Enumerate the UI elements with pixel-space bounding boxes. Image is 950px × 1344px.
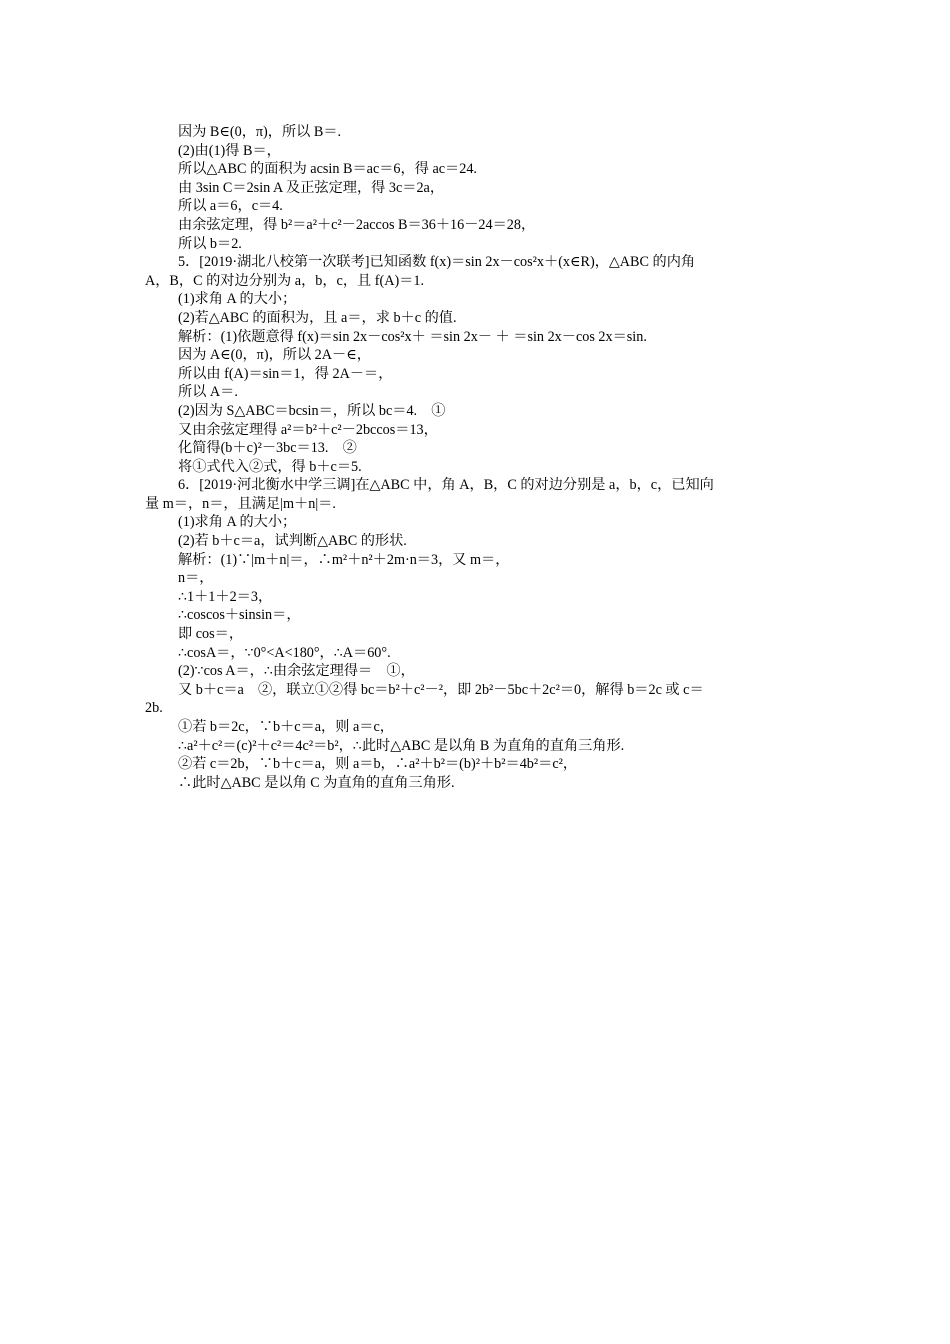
text-line: ∴此时△ABC 是以角 C 为直角的直角三角形. <box>178 774 455 791</box>
text-line: 由 3sin C＝2sin A 及正弦定理，得 3c＝2a， <box>178 179 445 196</box>
text-line: (1)求角 A 的大小； <box>178 514 297 531</box>
text-line: ②若 c＝2b，∵b＋c＝a，则 a＝b，∴a²＋b²＝(b)²＋b²＝4b²＝c²， <box>178 756 578 773</box>
text-line: (2)若 b＋c＝a，试判断△ABC 的形状. <box>178 533 407 550</box>
text-line: 所以 b＝2. <box>178 235 242 252</box>
text-line: 即 cos＝， <box>178 626 244 643</box>
text-line: 因为 A∈(0，π)，所以 2A－∈， <box>178 347 371 364</box>
text-line: 又 b＋c＝a ②，联立①②得 bc＝b²＋c²－²，即 2b²－5bc＋2c²＝0，解得 b＝2c 或 c＝ <box>178 681 704 698</box>
text-line: 所以由 f(A)＝sin＝1，得 2A－＝， <box>178 365 393 382</box>
problem-5-heading: 5．[2019·湖北八校第一次联考]已知函数 f(x)＝sin 2x－cos²x＋(x∈R)，△ABC 的内角 <box>178 254 696 271</box>
text-line: 化简得(b＋c)²－3bc＝13. ② <box>178 440 357 457</box>
text-line: 2b. <box>145 700 163 717</box>
text-line: A，B，C 的对边分别为 a，b，c，且 f(A)＝1. <box>145 272 424 289</box>
text-line: 所以 A＝. <box>178 384 238 401</box>
problem-6-heading: 6．[2019·河北衡水中学三调]在△ABC 中，角 A，B，C 的对边分别是 a，b，c，已知向 <box>178 477 714 494</box>
text-line: ∴coscos＋sinsin＝， <box>178 607 301 624</box>
text-line: 由余弦定理，得 b²＝a²＋c²－2accos B＝36＋16－24＝28， <box>178 216 536 233</box>
text-line: (2)由(1)得 B＝， <box>178 142 281 159</box>
text-line: (1)求角 A 的大小； <box>178 291 297 308</box>
text-line: 量 m＝，n＝，且满足|m＋n|＝. <box>145 495 336 512</box>
solution-text-block <box>145 123 807 792</box>
text-line: 因为 B∈(0，π)，所以 B＝. <box>178 124 342 140</box>
solution-label-line: 解析：(1)依题意得 f(x)＝sin 2x－cos²x＋ ＝sin 2x－ ＋ ＝sin 2x－cos 2x＝sin. <box>178 328 647 345</box>
text-line: 所以△ABC 的面积为 acsin B＝ac＝6，得 ac＝24. <box>178 161 477 178</box>
text-line: n＝， <box>178 570 214 587</box>
text-line: ∴1＋1＋2＝3， <box>178 588 273 605</box>
text-line: ①若 b＝2c，∵b＋c＝a，则 a＝c， <box>178 719 394 735</box>
text-line: (2)若△ABC 的面积为，且 a＝，求 b＋c 的值. <box>178 309 457 326</box>
text-line: 所以 a＝6，c＝4. <box>178 198 283 215</box>
text-line: (2)∵cos A＝，∴由余弦定理得＝ ①， <box>178 663 415 680</box>
text-line: ∴cosA＝，∵0°<A<180°，∴A＝60°. <box>178 644 391 661</box>
text-line: (2)因为 S△ABC＝bcsin＝，所以 bc＝4. ① <box>178 402 446 419</box>
solution-label-line: 解析：(1)∵|m＋n|＝，∴m²＋n²＋2m·n＝3，又 m＝， <box>178 551 510 568</box>
text-line: 将①式代入②式，得 b＋c＝5. <box>178 458 362 475</box>
text-line: 又由余弦定理得 a²＝b²＋c²－2bccos＝13， <box>178 421 438 438</box>
text-line: ∴a²＋c²＝(c)²＋c²＝4c²＝b²，∴此时△ABC 是以角 B 为直角的直角三角形. <box>178 737 625 754</box>
